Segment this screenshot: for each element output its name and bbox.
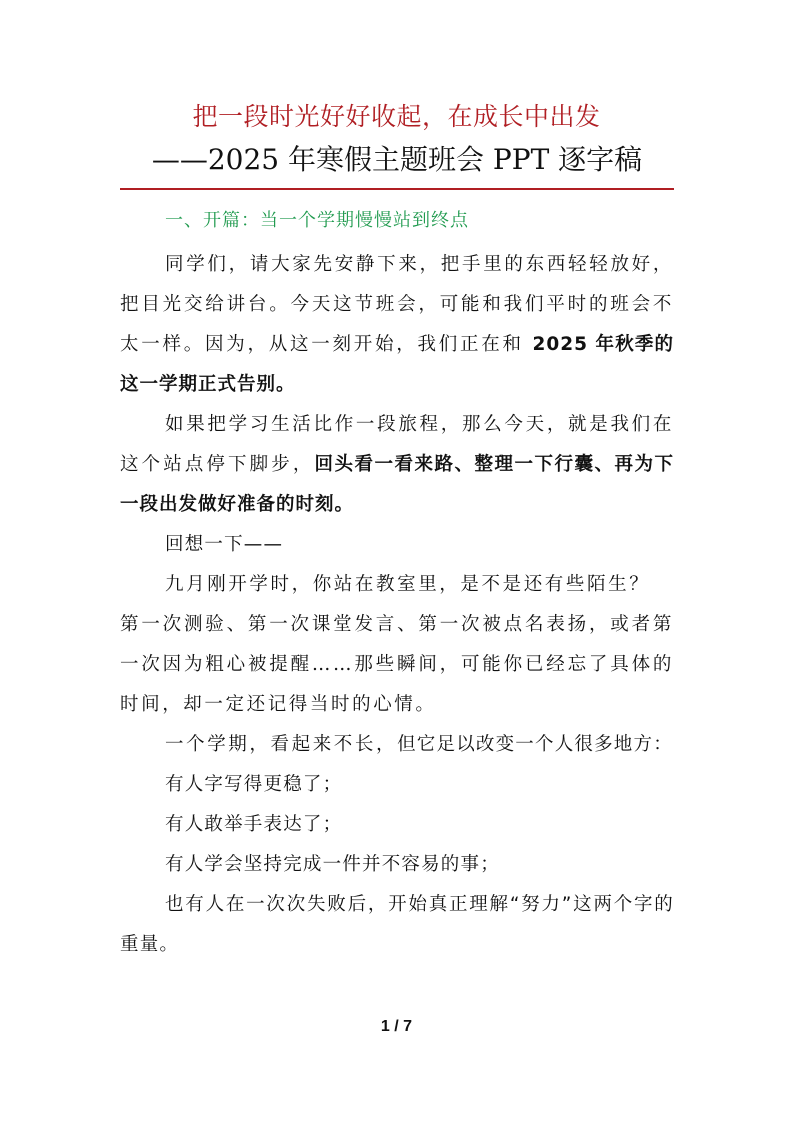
paragraph-bold-text: 也有人在一次次失败后，开始真正理解“努力”这两个字的重量。	[120, 894, 674, 955]
paragraph	[120, 405, 674, 525]
section-heading: 一、开篇：当一个学期慢慢站到终点	[165, 210, 469, 231]
paragraph	[120, 245, 674, 405]
paragraph-bold-text: 有人字写得更稳了；	[165, 774, 343, 795]
paragraph	[120, 845, 674, 885]
document-body	[120, 245, 674, 965]
paragraph-bold-text: 2025 年秋季的这一学期正式告别。	[120, 334, 674, 395]
paragraph-bold-text: 回想一下——	[165, 534, 284, 555]
document-subtitle: ——2025 年寒假主题班会 PPT 逐字稿	[151, 143, 643, 176]
paragraph	[120, 805, 674, 845]
paragraph-bold-text: 有人敢举手表达了；	[165, 814, 343, 835]
paragraph-bold-text: 但它足以改变一个人很多地方：	[397, 734, 673, 755]
paragraph-text: 一个学期，看起来不长，	[165, 734, 398, 755]
paragraph-text: 第一次测验、第一次课堂发言、第一次被点名表扬，或者第一次因为粗心被提醒……那些瞬间，可能你已经忘了具体的时间，却一定还记得当时的心情。	[120, 614, 674, 715]
paragraph-text: 九月刚开学时，你站在教室里，是不是还有些陌生？	[165, 574, 651, 595]
paragraph-text: 如果把学习生活比作一段旅程，那么今天，就是我们在这个站点停下脚步，	[120, 414, 674, 475]
paragraph	[120, 605, 674, 725]
paragraph-text: 同学们，请大家先安静下来，把手里的东西轻轻放好，把目光交给讲台。今天这节班会，可能和我们平时的班会不太一样。因为，从这一刻开始，我们正在和	[120, 254, 674, 355]
paragraph	[120, 885, 674, 965]
document-title: 把一段时光好好收起，在成长中出发	[192, 102, 601, 131]
paragraph	[120, 765, 674, 805]
paragraph	[120, 725, 674, 765]
paragraph	[120, 525, 674, 565]
paragraph-bold-text: 回头看一看来路、整理一下行囊、再为下一段出发做好准备的时刻。	[120, 454, 674, 515]
page-indicator: 1 / 7	[380, 1018, 413, 1035]
title-divider	[120, 188, 674, 190]
paragraph	[120, 565, 674, 605]
paragraph-bold-text: 有人学会坚持完成一件并不容易的事；	[165, 854, 500, 875]
